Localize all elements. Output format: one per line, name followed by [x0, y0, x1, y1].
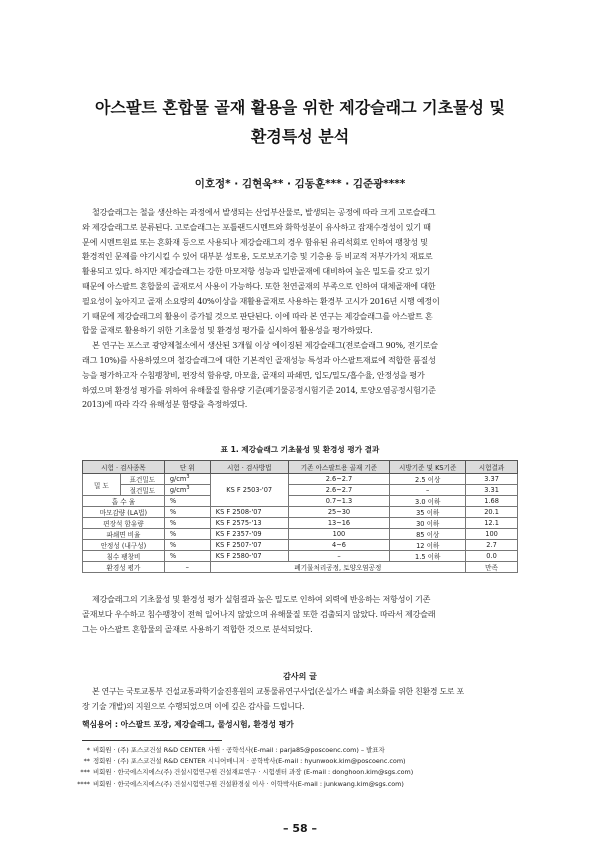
conclusion-line: 골재보다 우수하고 침수팽창이 전혀 일어나지 않았으며 유해물질 또한 검출되지 않았다. 따라서 제강슬래 — [82, 608, 436, 619]
acknowledgement-body — [82, 685, 518, 714]
table-cell-item: 표건밀도 — [120, 474, 164, 485]
footnote-mark: **** — [77, 779, 90, 788]
table-cell-result: 만족 — [466, 562, 518, 573]
table-header: 시험 · 검사종목 — [83, 461, 165, 474]
table-header: 단 위 — [164, 461, 210, 474]
table-header: 시방기준 및 KS기준 — [390, 461, 466, 474]
table-cell-spec: 2.5 이상 — [390, 474, 466, 485]
abstract-line: 와 제강슬래그로 분류된다. 고로슬래그는 포틀랜드시멘트와 화학성분이 유사하고 잠재수경성이 있기 때 — [82, 221, 431, 232]
table-row — [83, 518, 518, 529]
table-cell-env-standard: 폐기물처리공정, 토양오염공정 — [210, 562, 465, 573]
abstract-line: 래그 10%)를 사용하였으며 철강슬래그에 대한 기본적인 골재성능 특성과 아스팔트재료에 적합한 품질성 — [82, 354, 436, 365]
table-cell-item: 절건밀도 — [120, 485, 164, 496]
footnote-divider — [82, 740, 222, 741]
author-list: 이호정* · 김현욱** · 김동훈*** · 김준광**** — [194, 178, 406, 190]
table-cell-result: 2.7 — [466, 540, 518, 551]
abstract-line: 필요성이 높아지고 골재 소요량의 40%이상을 재활용골재로 사용하는 환경부 고시가 2016년 시행 예정이 — [82, 295, 440, 306]
table-header: 시험 · 검사방법 — [210, 461, 288, 474]
table-cell-method: KS F 2580-'07 — [210, 551, 288, 562]
table-row — [83, 485, 518, 496]
results-table — [82, 460, 518, 573]
table-cell-existing: 2.6~2.7 — [288, 474, 390, 485]
table-row — [83, 540, 518, 551]
table-cell-method: KS F 2575-'13 — [210, 518, 288, 529]
table-cell-method: KS F 2503-'07 — [210, 474, 288, 507]
table-cell-existing: 25~30 — [288, 507, 390, 518]
table-cell-item: 편장석 함유량 — [83, 518, 165, 529]
table-cell-unit: $g/cm^3$ — [164, 474, 210, 485]
table-row — [83, 529, 518, 540]
table-cell-result: 0.0 — [466, 551, 518, 562]
table-cell-existing: 2.6~2.7 — [288, 485, 390, 496]
conclusion-line: 그는 아스팔트 혼합물의 골재로 사용하기 적합한 것으로 분석되었다. — [82, 623, 313, 634]
table-header: 시험결과 — [466, 461, 518, 474]
table-cell-unit: % — [164, 507, 210, 518]
paper-title-line-2: 환경특성 분석 — [250, 127, 350, 146]
abstract-line: 합물 골재로 활용하기 위한 기초물성 및 환경성 평가를 실시하여 활용성을 평가하였다. — [82, 325, 373, 336]
table-cell-item: 환경성 평가 — [83, 562, 165, 573]
table-cell-existing: 4~6 — [288, 540, 390, 551]
abstract-line: 철강슬래그는 철을 생산하는 과정에서 발생되는 산업부산물로, 발생되는 공정에 따라 크게 고로슬래그 — [92, 207, 436, 217]
footnote-mark: *** — [80, 768, 90, 777]
table-cell-spec: – — [390, 485, 466, 496]
footnote-text: 비회원 · 한국에스지에스(주) 건설시험연구원 건설환경실 이사 · 이학박사(E-mail : junkwang.kim@sgs.com) — [93, 779, 404, 788]
table-row — [83, 562, 518, 573]
footnote — [70, 779, 530, 790]
table-cell-existing: 0.7~1.3 — [288, 496, 390, 507]
table-header: 기존 아스팔트용 골재 기준 — [288, 461, 390, 474]
table-caption: 표 1. 제강슬래그 기초물성 및 환경성 평가 결과 — [220, 445, 380, 454]
table-row — [83, 551, 518, 562]
footnote — [70, 745, 530, 756]
table-row — [83, 474, 518, 485]
conclusion-body — [82, 592, 518, 636]
abstract-line: 기 때문에 제강슬래그의 활용이 증가될 것으로 판단된다. 이에 따라 본 연구는 제강슬래그를 아스팔트 혼 — [82, 310, 433, 321]
table-cell-item: 파쇄면 비율 — [83, 529, 165, 540]
table-cell-method: KS F 2507-'07 — [210, 540, 288, 551]
table-cell-unit: % — [164, 496, 210, 507]
table-row — [83, 496, 518, 507]
table-cell-result: 3.31 — [466, 485, 518, 496]
table-header-row — [83, 461, 518, 474]
table-cell-item: 안정성 (내구성) — [83, 540, 165, 551]
conclusion-line: 제강슬래그의 기초물성 및 환경성 평가 실험결과 높은 밀도로 인하여 외력에 반응하는 저항성이 기존 — [92, 594, 431, 604]
acknowledgement-line: 본 연구는 국토교통부 건설교통과학기술진흥원의 교통물류연구사업(온실가스 배출 최소화를 위한 친환경 도로 포 — [92, 687, 464, 696]
table-cell-item: 마모감량 (LA법) — [83, 507, 165, 518]
footnote-text: 비회원 · (주) 포스코건설 R&D CENTER 사원 · 공학석사(E-mail : parja85@poscoenc.com) – 발표자 — [93, 746, 385, 754]
table-cell-existing: 13~16 — [288, 518, 390, 529]
table-cell-spec: 30 이하 — [390, 518, 466, 529]
density-group-label: 밀 도 — [83, 474, 121, 496]
footnotes — [70, 745, 530, 790]
footnote — [70, 756, 530, 767]
table-cell-spec: 1.5 이하 — [390, 551, 466, 562]
table-cell-spec: 85 이상 — [390, 529, 466, 540]
table-cell-unit: $g/cm^3$ — [164, 485, 210, 496]
footnote-mark: * — [86, 746, 90, 754]
table-cell-existing: 100 — [288, 529, 390, 540]
page-number: – 58 – — [283, 822, 317, 835]
abstract-line: 본 연구는 포스코 광양제철소에서 생산된 3개월 이상 에이징된 제강슬래그(전로슬래그 90%, 전기로슬 — [92, 340, 438, 351]
footnote-text: 비회원 · 한국에스지에스(주) 건설시험연구원 건설재료연구 · 시험센터 과장 (E-mail : donghoon.kim@sgs.com) — [93, 768, 414, 777]
abstract-line: 문에 시멘트원료 또는 혼화재 등으로 사용되나 제강슬래그의 경우 함유된 유리석회로 인하여 팽창성 및 — [82, 236, 428, 247]
table-cell-spec: 12 이하 — [390, 540, 466, 551]
table-cell-item: 흡 수 율 — [83, 496, 165, 507]
table-cell-existing: – — [288, 551, 390, 562]
table-cell-item: 침수 팽창비 — [83, 551, 165, 562]
footnote-mark: ** — [83, 757, 90, 766]
table-cell-unit: % — [164, 540, 210, 551]
abstract-body — [82, 205, 518, 412]
table-cell-unit: – — [164, 562, 210, 573]
abstract-line: 활용되고 있다. 하지만 제강슬래그는 강한 마모저항 성능과 일반골재에 대비하여 높은 밀도를 갖고 있기 — [82, 266, 431, 277]
abstract-line: 능을 평가하고자 수침팽창비, 편장석 함유량, 마모율, 골재의 파쇄면, 입도/밀도/흡수율, 안정성을 평가 — [82, 369, 425, 380]
acknowledgement-line: 장 기술 개발)의 지원으로 수행되었으며 이에 깊은 감사를 드립니다. — [82, 701, 305, 711]
footnote — [70, 767, 530, 778]
table-cell-unit: % — [164, 529, 210, 540]
keywords: 핵심용어 : 아스팔트 포장, 제강슬래그, 물성시험, 환경성 평가 — [82, 720, 294, 729]
table-cell-method: KS F 2357-'09 — [210, 529, 288, 540]
abstract-line: 2013)에 따라 각각 유해성분 함량을 측정하였다. — [82, 399, 248, 410]
table-row — [83, 507, 518, 518]
table-cell-result: 3.37 — [466, 474, 518, 485]
abstract-line: 환경적인 문제를 야기시킬 수 있어 대부분 성토용, 도로보조기층 및 기층용 등 비교적 저부가가치 재료로 — [82, 251, 433, 262]
table-cell-unit: % — [164, 551, 210, 562]
table-cell-result: 20.1 — [466, 507, 518, 518]
footnote-text: 정회원 · (주) 포스코건설 R&D CENTER 시니어매니저 · 공학박사(E-mail : hyunwook.kim@poscoenc.com) — [93, 757, 406, 766]
paper-title-line-1: 아스팔트 혼합물 골재 활용을 위한 제강슬래그 기초물성 및 — [95, 98, 505, 117]
abstract-line: 하였으며 환경성 평가를 위하여 유해물질 함유량 기준(폐기물공정시험기준 2014, 토양오염공정시험기준 — [82, 384, 436, 395]
table-cell-method: KS F 2508-'07 — [210, 507, 288, 518]
table-cell-result: 1.68 — [466, 496, 518, 507]
table-cell-spec: 3.0 이하 — [390, 496, 466, 507]
table-cell-unit: % — [164, 518, 210, 529]
table-cell-spec: 35 이하 — [390, 507, 466, 518]
acknowledgement-title: 감사의 글 — [283, 672, 317, 681]
abstract-line: 때문에 아스팔트 혼합물의 골재로서 사용이 가능하다. 또한 천연골재의 부족으로 인하여 대체골재에 대한 — [82, 280, 436, 291]
table-cell-result: 100 — [466, 529, 518, 540]
table-cell-result: 12.1 — [466, 518, 518, 529]
